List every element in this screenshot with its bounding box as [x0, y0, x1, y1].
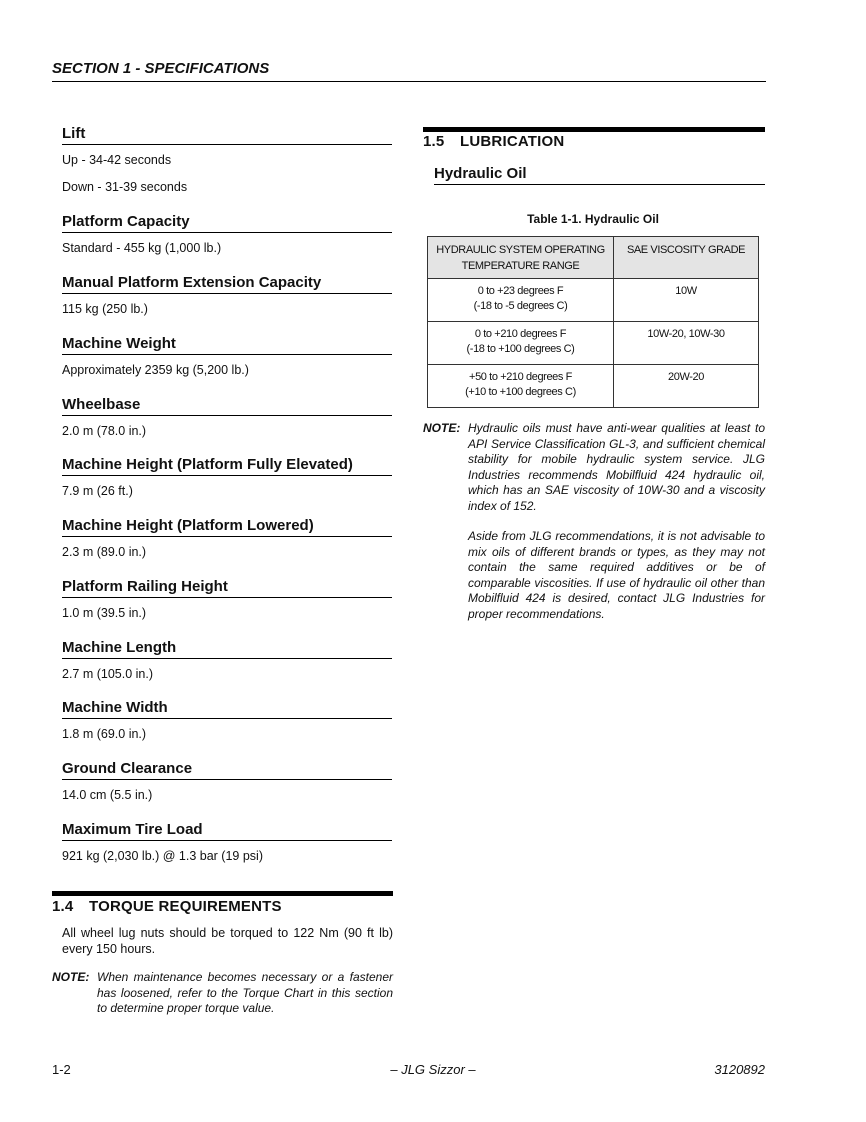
spec-height-lowered: [62, 517, 392, 560]
spec-title: Manual Platform Extension Capacity: [62, 274, 392, 294]
spec-title: Machine Height (Platform Lowered): [62, 517, 392, 537]
section-rule: [423, 127, 765, 132]
spec-machine-length: [62, 639, 392, 682]
table-row: [428, 279, 759, 322]
spec-machine-width: [62, 699, 392, 742]
spec-value: 921 kg (2,030 lb.) @ 1.3 bar (19 psi): [62, 849, 263, 863]
spec-title: Lift: [62, 125, 392, 145]
spec-title: Machine Height (Platform Fully Elevated): [62, 456, 392, 476]
spec-ground-clearance: [62, 760, 392, 803]
viscosity-cell: 20W-20: [614, 365, 759, 408]
temperature-cell: [428, 279, 614, 322]
section-header: SECTION 1 - SPECIFICATIONS: [52, 60, 766, 82]
range-celsius: (-18 to +100 degrees C): [466, 343, 575, 355]
spec-title: Machine Width: [62, 699, 392, 719]
viscosity-cell: 10W-20, 10W-30: [614, 322, 759, 365]
column-header-viscosity: SAE VISCOSITY GRADE: [614, 237, 759, 279]
note-paragraph: Aside from JLG recommendations, it is not advisable to mix oils of different brands or types, as they may not contain the same required additives or be of comparable viscosities. If use of hydraulic oil other than Mobilfluid 424 is desired, contact JLG Industries for proper recommendations.: [468, 529, 765, 621]
torque-body: All wheel lug nuts should be torqued to 122 Nm (90 ft lb) every 150 hours.: [62, 926, 393, 956]
table-caption: Table 1-1. Hydraulic Oil: [527, 212, 659, 226]
note-body: [468, 421, 765, 622]
spec-railing-height: [62, 578, 392, 621]
spec-title: Maximum Tire Load: [62, 821, 392, 841]
range-fahrenheit: 0 to +23 degrees F: [477, 285, 564, 297]
spec-max-tire-load: [62, 821, 392, 864]
table-row: [428, 365, 759, 408]
spec-value: Down - 31-39 seconds: [62, 180, 188, 194]
section-title-text: LUBRICATION: [460, 133, 565, 150]
spec-value: 1.8 m (69.0 in.): [62, 727, 147, 741]
spec-value: 2.0 m (78.0 in.): [62, 424, 147, 438]
spec-value: Approximately 2359 kg (5,200 lb.): [62, 363, 249, 377]
spec-value: Up - 34-42 seconds: [62, 153, 172, 167]
spec-height-elevated: [62, 456, 392, 499]
spec-title: Platform Capacity: [62, 213, 392, 233]
temperature-cell: [428, 365, 614, 408]
section-title-text: TORQUE REQUIREMENTS: [89, 898, 282, 915]
spec-title: Platform Railing Height: [62, 578, 392, 598]
spec-value: 1.0 m (39.5 in.): [62, 606, 147, 620]
spec-extension-capacity: [62, 274, 392, 317]
viscosity-cell: 10W: [614, 279, 759, 322]
note-label: NOTE:: [52, 970, 90, 984]
spec-lift: [62, 125, 392, 195]
temperature-cell: [428, 322, 614, 365]
spec-value: 7.9 m (26 ft.): [62, 484, 133, 498]
table-row: [428, 322, 759, 365]
spec-value: 115 kg (250 lb.): [62, 302, 148, 316]
hydraulic-oil-table: [427, 236, 759, 408]
section-number: 1.5: [423, 133, 445, 150]
footer-page-number: 1-2: [52, 1062, 71, 1077]
section-number: 1.4: [52, 898, 74, 915]
table-header-row: [428, 237, 759, 279]
spec-title: Ground Clearance: [62, 760, 392, 780]
lubrication-note: [423, 421, 765, 622]
spec-value: 2.3 m (89.0 in.): [62, 545, 147, 559]
range-celsius: (-18 to -5 degrees C): [473, 300, 568, 312]
note-paragraph: Hydraulic oils must have anti-wear qualities at least to API Service Classification GL-3, and sufficient chemical stability for mobile hydraulic system service. JLG Industries recommends Mobilfluid 424 hydraulic oil, which has an SAE viscosity of 10W-30 and a viscosity index of 152.: [468, 421, 765, 513]
lubrication-section-title: [423, 133, 564, 150]
footer-doc-number: 3120892: [714, 1062, 765, 1077]
torque-section-title: [52, 898, 282, 915]
range-fahrenheit: 0 to +210 degrees F: [474, 328, 567, 340]
range-fahrenheit: +50 to +210 degrees F: [469, 371, 572, 383]
spec-value: Standard - 455 kg (1,000 lb.): [62, 241, 222, 255]
column-header-temperature: HYDRAULIC SYSTEM OPERATING TEMPERATURE RANGE: [428, 237, 614, 279]
spec-title: Wheelbase: [62, 396, 392, 416]
torque-note: [52, 970, 393, 1017]
note-label: NOTE:: [423, 421, 461, 435]
note-body: When maintenance becomes necessary or a fastener has loosened, refer to the Torque Chart in this section to determine proper torque value.: [97, 970, 393, 1015]
hydraulic-oil-subhead: Hydraulic Oil: [434, 165, 765, 185]
spec-title: Machine Length: [62, 639, 392, 659]
spec-machine-weight: [62, 335, 392, 378]
spec-platform-capacity: [62, 213, 392, 256]
spec-value: 2.7 m (105.0 in.): [62, 667, 154, 681]
range-celsius: (+10 to +100 degrees C): [465, 386, 576, 398]
footer-title: – JLG Sizzor –: [390, 1062, 476, 1077]
spec-title: Machine Weight: [62, 335, 392, 355]
section-rule: [52, 891, 393, 896]
spec-wheelbase: [62, 396, 392, 439]
spec-value: 14.0 cm (5.5 in.): [62, 788, 153, 802]
